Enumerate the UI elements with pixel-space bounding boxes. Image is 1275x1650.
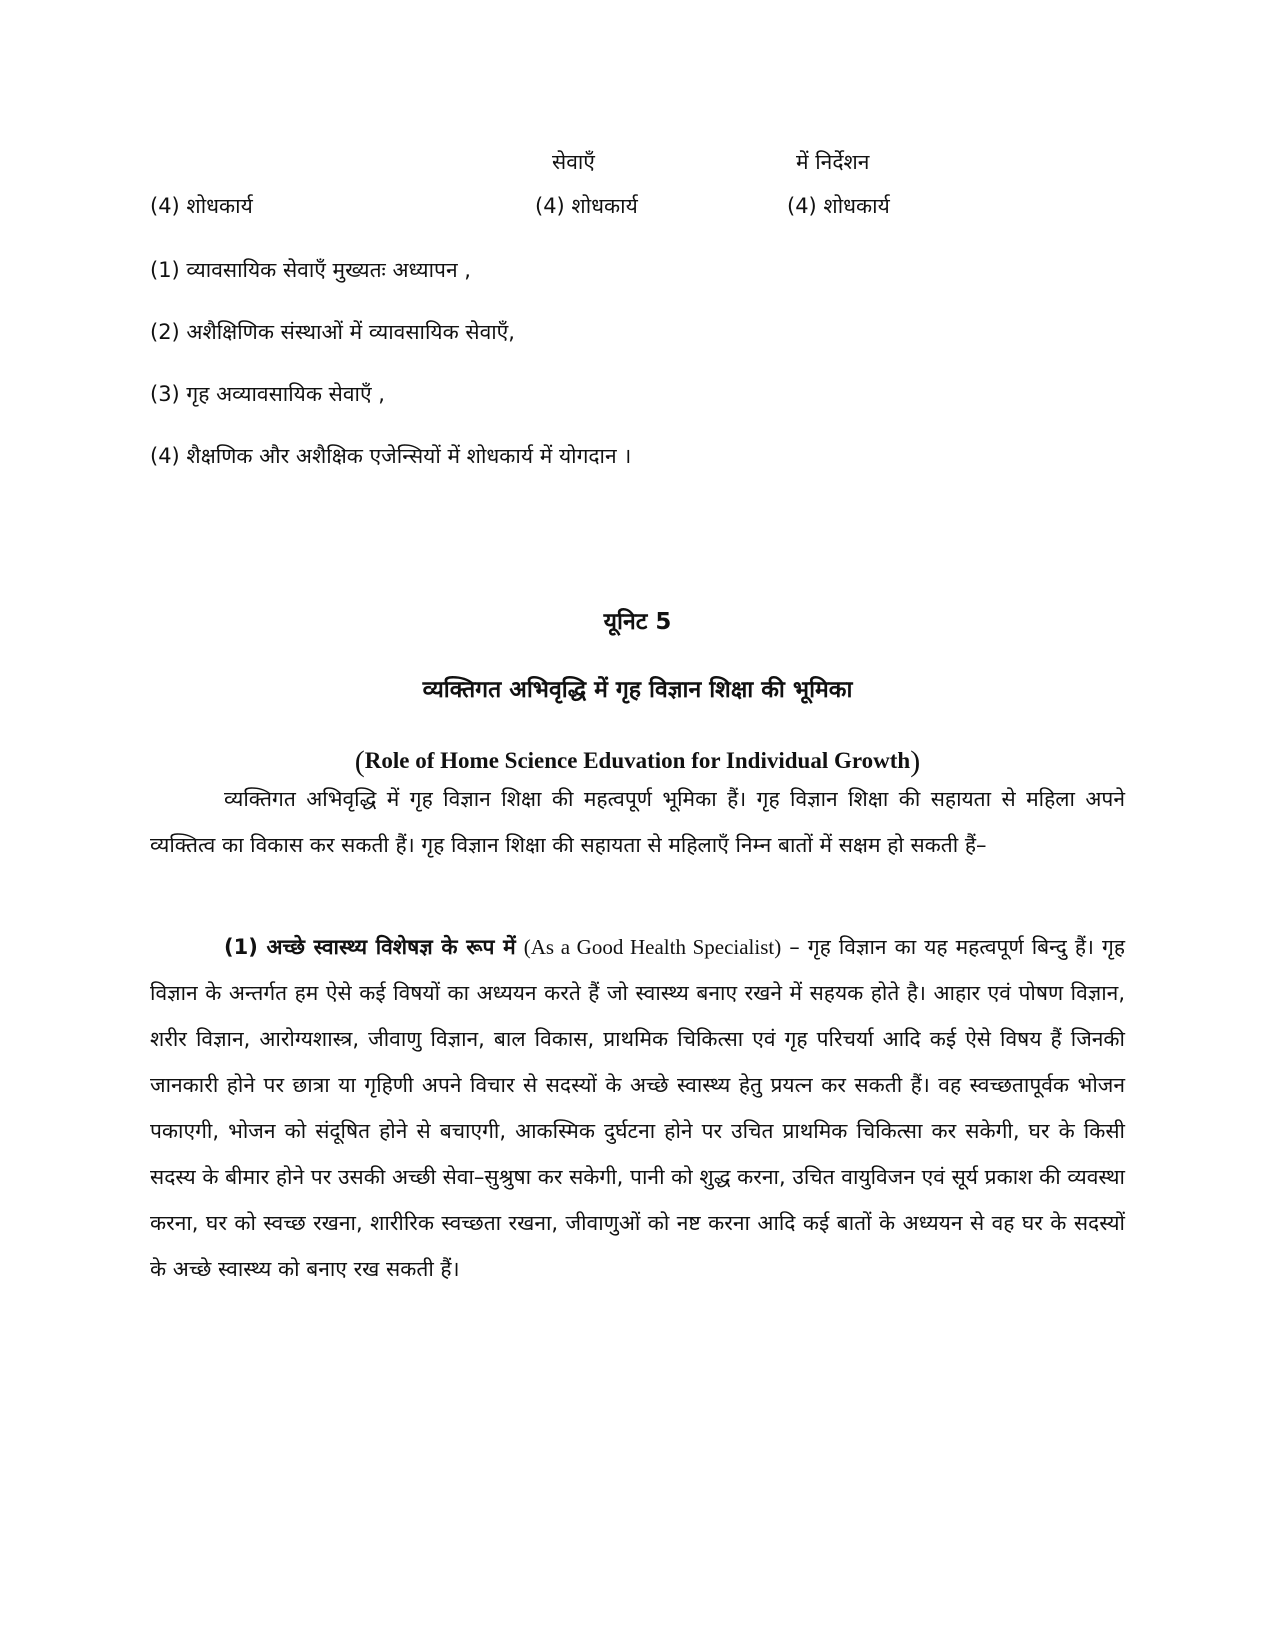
table-cell-research-1: (4) शोधकार्य (150, 194, 253, 218)
point-1-english: (As a Good Health Specialist) (523, 935, 782, 959)
close-paren: ) (910, 745, 921, 778)
intro-text: व्यक्तिगत अभिवृद्धि में गृह विज्ञान शिक्षा की महत्वपूर्ण भूमिका हैं। गृह विज्ञान शिक्षा की सहायता से महिला अपने व्यक्तित्व का विकास कर सकती हैं। गृह विज्ञान शिक्षा की सहायता से महिलाएँ निम्न बातों में सक्षम हो सकती हैं– (150, 787, 1125, 857)
table-header-guidance: में निर्देशन (796, 150, 870, 174)
list-item: (2) अशैक्षिणिक संस्थाओं में व्यावसायिक सेवाएँ, (150, 320, 515, 344)
open-paren: ( (354, 745, 365, 778)
table-cell-research-3: (4) शोधकार्य (787, 194, 890, 218)
point-1-text: – गृह विज्ञान का यह महत्वपूर्ण बिन्दु हैं। गृह विज्ञान के अन्तर्गत हम ऐसे कई विषयों का अध्ययन करते हैं जो स्वास्थ्य बनाए रखने में सहयक होते है। आहार एवं पोषण विज्ञान, शरीर विज्ञान, आरोग्यशास्त्र, जीवाणु विज्ञान, बाल विकास, प्राथमिक चिकित्सा एवं गृह परिचर्या आदि कई ऐसे विषय हैं जिनकी जानकारी होने पर छात्रा या गृहिणी अपने विचार से सदस्यों के अच्छे स्वास्थ्य हेतु प्रयत्न कर सकती हैं। वह स्वच्छतापूर्वक भोजन पकाएगी, भोजन को संदूषित होने से बचाएगी, आकस्मिक दुर्घटना होने पर उचित प्राथमिक चिकित्सा कर सकेगी, घर के किसी सदस्य के बीमार होने पर उसकी अच्छी सेवा–सुश्रुषा कर सकेगी, पानी को शुद्ध करना, उचित वायुविजन एवं सूर्य प्रकाश की व्यवस्था करना, घर को स्वच्छ रखना, शारीरिक स्वच्छता रखना, जीवाणुओं को नष्ट करना आदि कई बातों के अध्ययन से वह घर के सदस्यों के अच्छे स्वास्थ्य को बनाए रख सकती हैं। (150, 935, 1125, 1281)
list-item: (3) गृह अव्यावसायिक सेवाएँ , (150, 382, 385, 406)
intro-paragraph (150, 776, 1125, 868)
table-header-services: सेवाएँ (552, 150, 595, 174)
point-1-paragraph (150, 924, 1125, 1292)
list-item: (4) शैक्षणिक और अशैक्षिक एजेन्सियों में शोधकार्य में योगदान । (150, 444, 632, 468)
chapter-title-english (0, 745, 1275, 779)
unit-heading: यूनिट 5 (603, 609, 672, 635)
table-cell-research-2: (4) शोधकार्य (535, 194, 638, 218)
point-1-heading: (1) अच्छे स्वास्थ्य विशेषज्ञ के रूप में (224, 935, 516, 959)
chapter-title-hindi: व्यक्तिगत अभिवृद्धि में गृह विज्ञान शिक्षा की भूमिका (422, 677, 853, 703)
english-title-text: Role of Home Science Eduvation for Individual Growth (364, 748, 911, 773)
list-item: (1) व्यावसायिक सेवाएँ मुख्यतः अध्यापन , (150, 258, 471, 282)
